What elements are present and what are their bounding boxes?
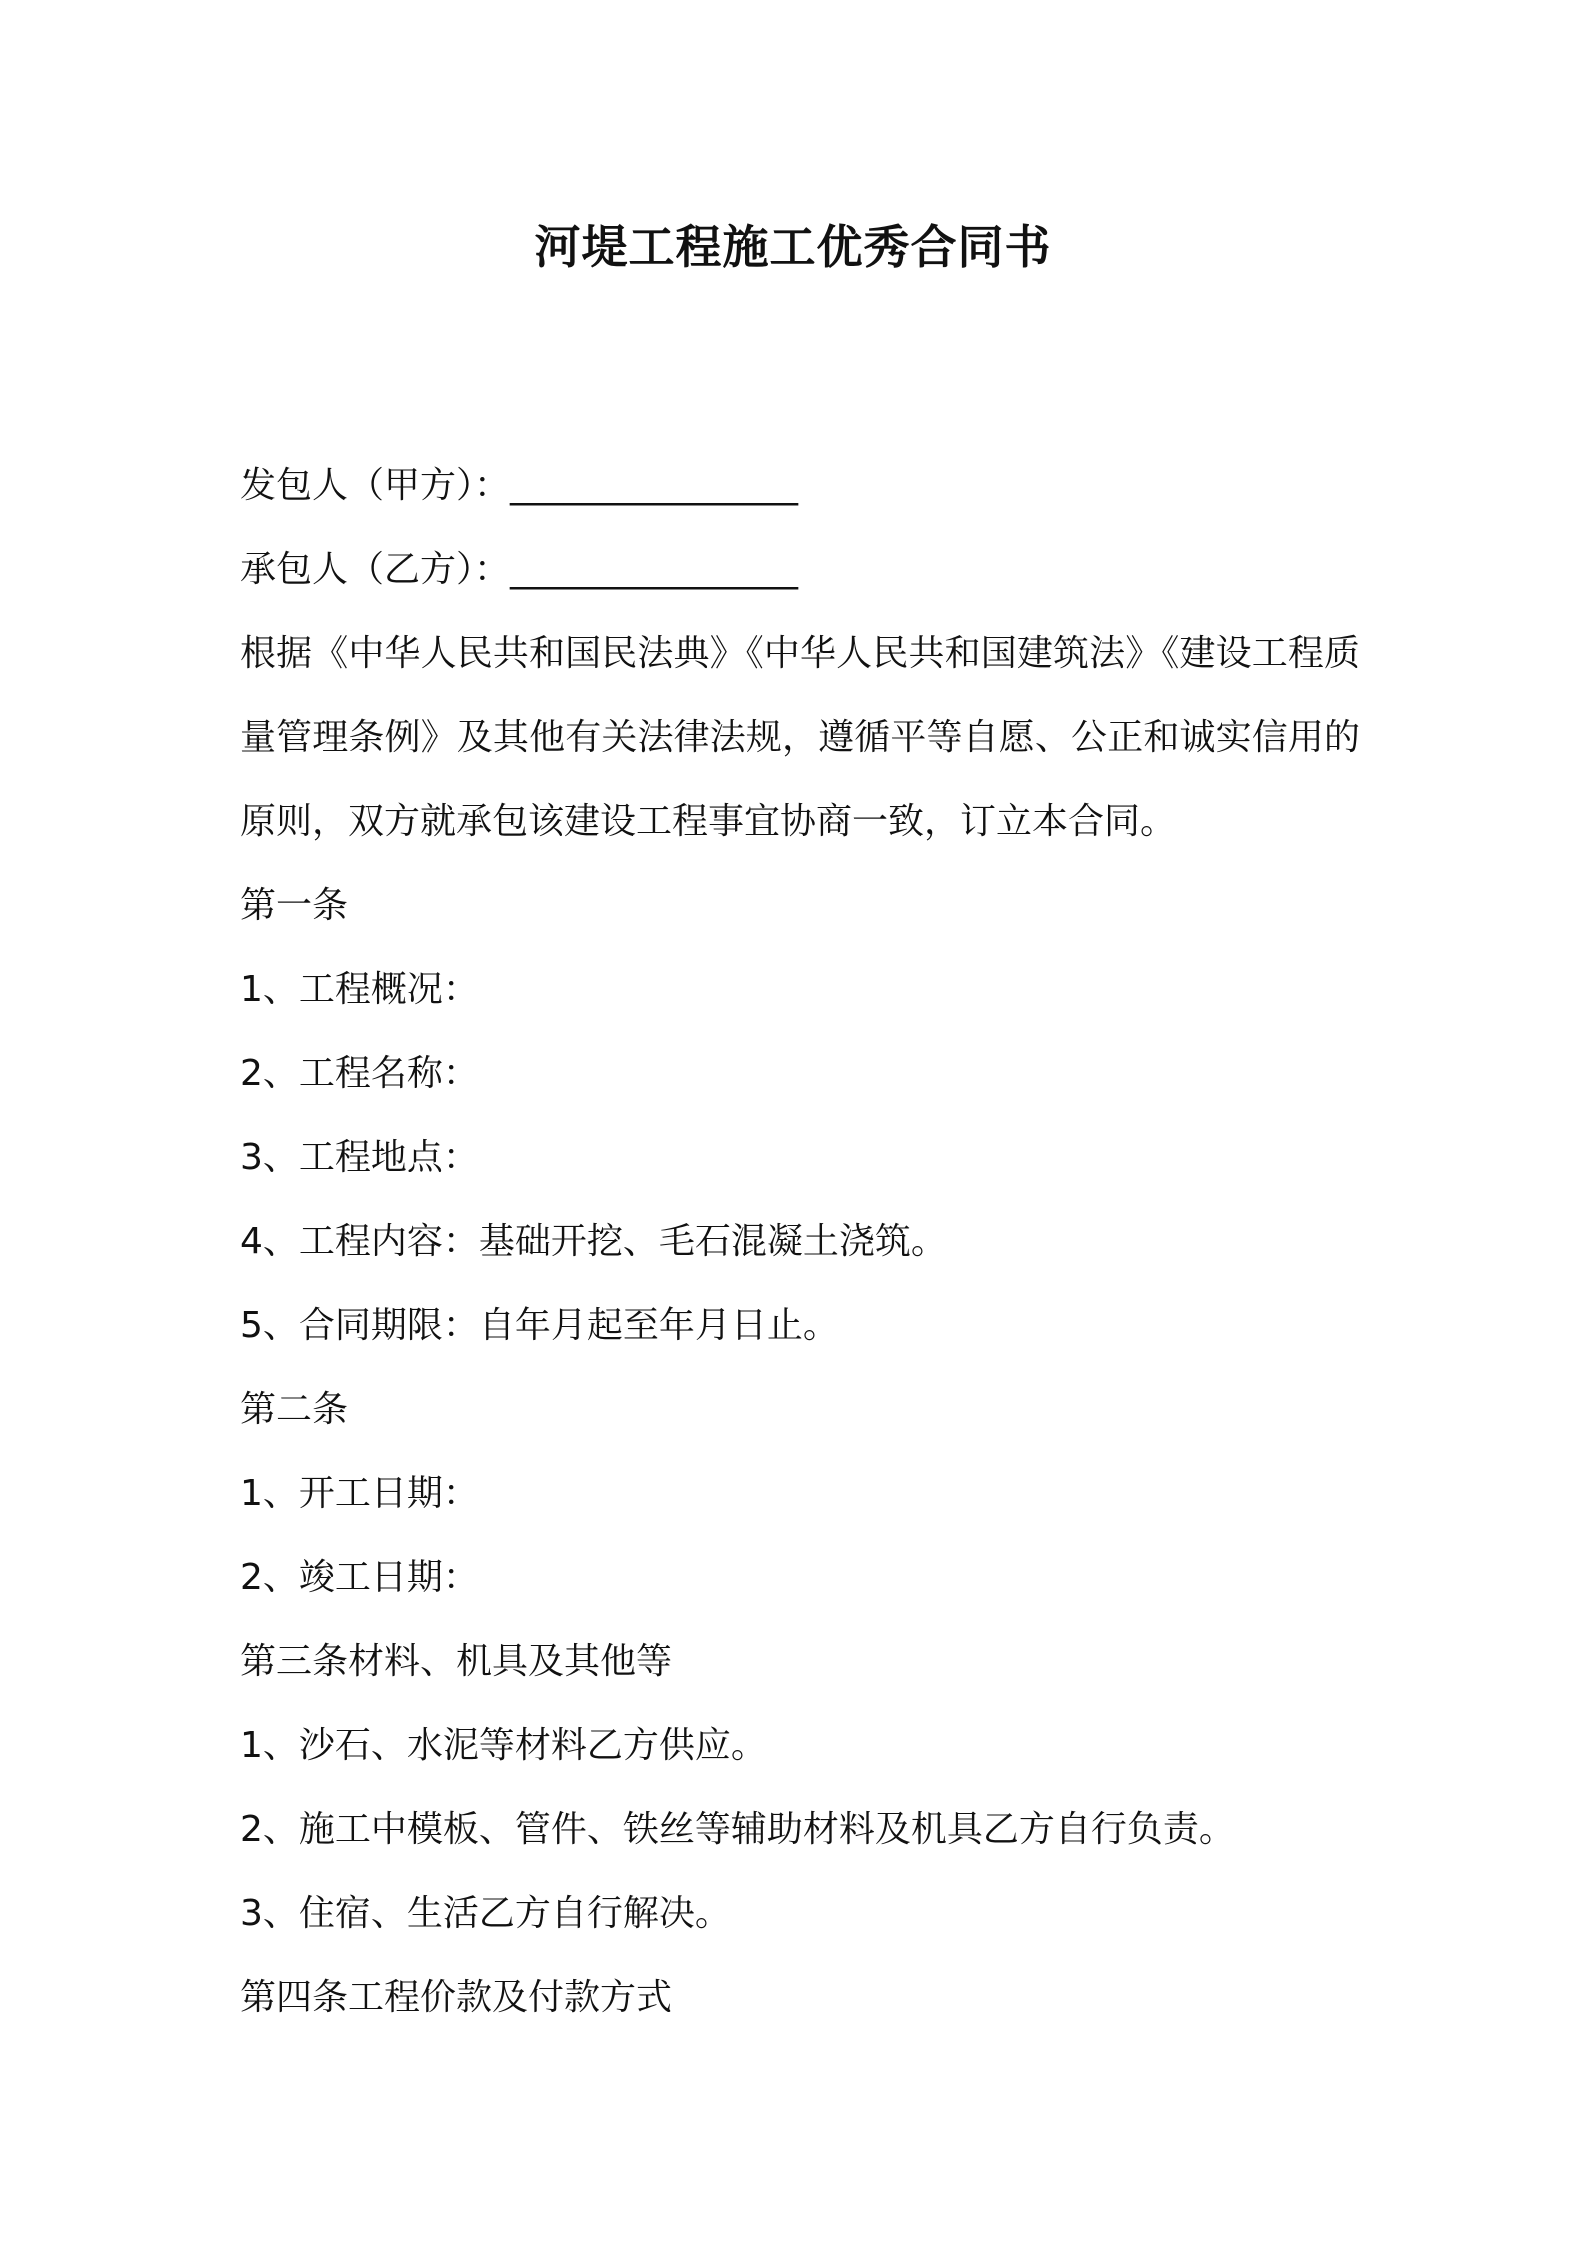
document-title: 河堤工程施工优秀合同书 xyxy=(534,220,1052,274)
article-3-heading: 第三条材料、机具及其他等 xyxy=(240,1641,673,1682)
article-4-heading: 第四条工程价款及付款方式 xyxy=(240,1977,673,2018)
party-a-line: 发包人（甲方）：________________ xyxy=(240,465,799,506)
article-1-item: 5、合同期限：自年月起至年月日止。 xyxy=(240,1305,839,1346)
article-1-item: 4、工程内容：基础开挖、毛石混凝土浇筑。 xyxy=(240,1221,947,1262)
contract-body xyxy=(240,444,1360,2040)
article-1-item: 1、工程概况： xyxy=(240,969,479,1010)
article-3-item: 1、沙石、水泥等材料乙方供应。 xyxy=(240,1725,767,1766)
party-b-line: 承包人（乙方）：________________ xyxy=(240,549,799,590)
article-2-item: 2、竣工日期： xyxy=(240,1557,479,1598)
article-1-item: 3、工程地点： xyxy=(240,1137,479,1178)
article-2-item: 1、开工日期： xyxy=(240,1473,479,1514)
article-1-item: 2、工程名称： xyxy=(240,1053,479,1094)
preamble-paragraph: 根据《中华人民共和国民法典》《中华人民共和国建筑法》《建设工程质量管理条例》及其他有关法律法规，遵循平等自愿、公正和诚实信用的原则，双方就承包该建设工程事宜协商一致，订立本合同。 xyxy=(240,633,1360,842)
article-3-item: 2、施工中模板、管件、铁丝等辅助材料及机具乙方自行负责。 xyxy=(240,1809,1235,1850)
article-1-heading: 第一条 xyxy=(240,885,349,926)
article-3-item: 3、住宿、生活乙方自行解决。 xyxy=(240,1893,731,1934)
article-2-heading: 第二条 xyxy=(240,1389,349,1430)
